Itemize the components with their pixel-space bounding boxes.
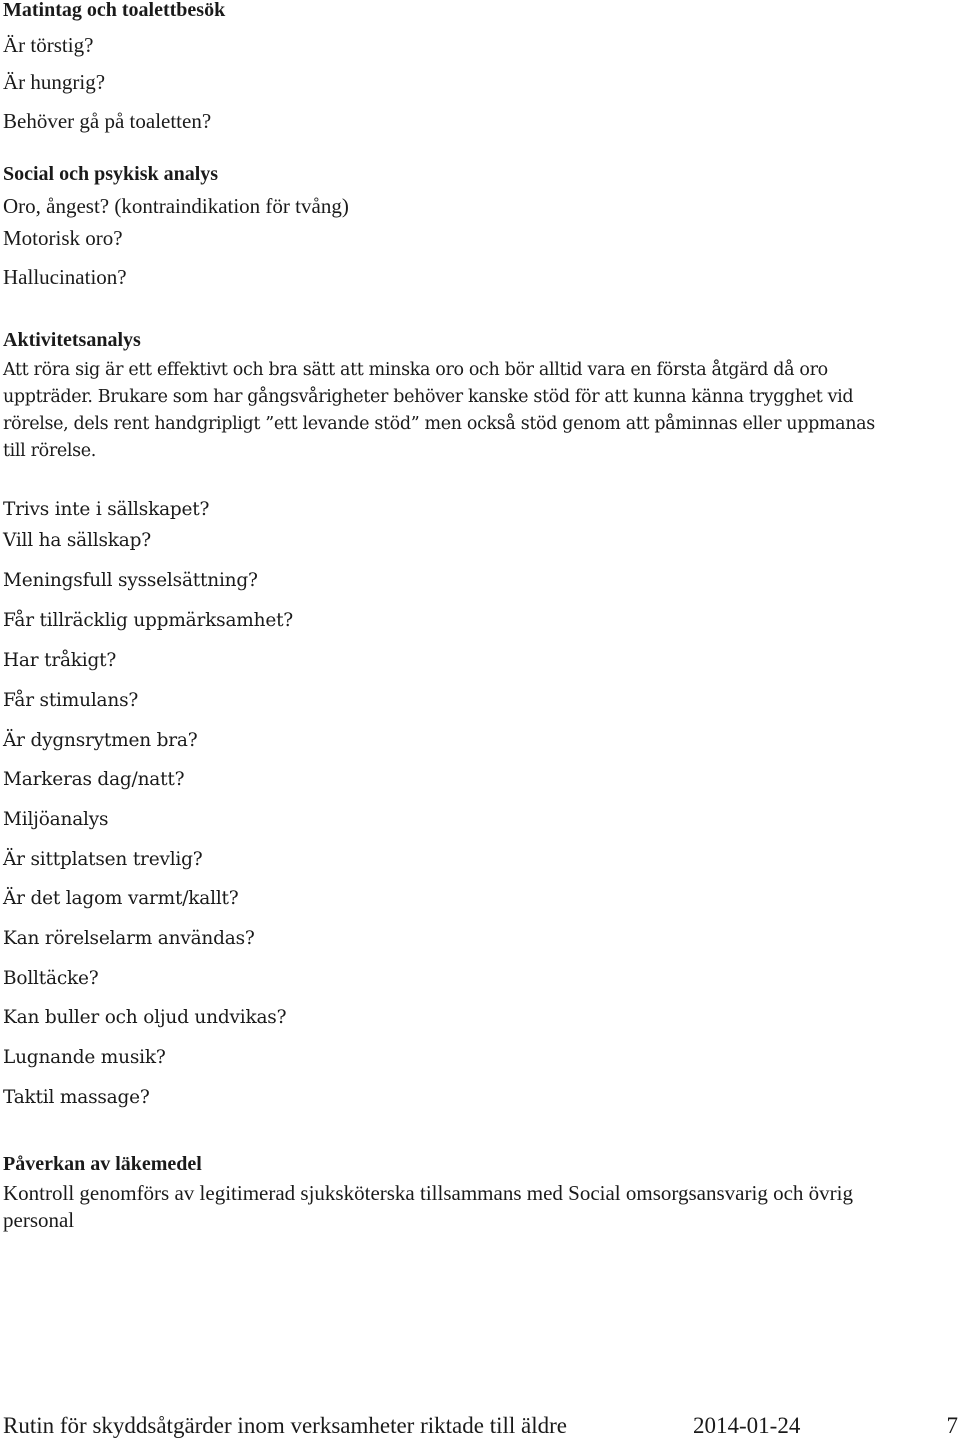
page-number: 7 [946, 1413, 958, 1438]
paragraph-line: personal [3, 1208, 75, 1232]
footer-title: Rutin för skyddsåtgärder inom verksamheter riktade till äldre [3, 1413, 567, 1438]
question-day-night: Markeras dag/natt? [3, 769, 185, 790]
question-bored: Har tråkigt? [3, 650, 117, 671]
question-ball-blanket: Bolltäcke? [3, 968, 99, 989]
paragraph-line: Att röra sig är ett effektivt och bra sätt att minska oro och bör alltid vara en första åtgärd då oro [3, 360, 828, 380]
section-heading-social: Social och psykisk analys [3, 163, 219, 185]
question-temperature: Är det lagom varmt/kallt? [3, 888, 239, 909]
question-motor-restlessness: Motorisk oro? [3, 226, 123, 250]
question-motion-alarm: Kan rörelselarm användas? [3, 928, 255, 949]
question-noise: Kan buller och oljud undvikas? [3, 1007, 287, 1028]
question-seating: Är sittplatsen trevlig? [3, 849, 203, 870]
question-tactile-massage: Taktil massage? [3, 1087, 150, 1108]
page-footer [3, 1411, 958, 1441]
footer-date: 2014-01-24 [693, 1413, 801, 1438]
section-heading-environment: Miljöanalys [3, 809, 109, 830]
paragraph-line: uppträder. Brukare som har gångsvårigheter behöver kanske stöd för att kunna känna trygghet vid [3, 387, 854, 407]
question-enough-attention: Får tillräcklig uppmärksamhet? [3, 610, 294, 631]
question-toilet: Behöver gå på toaletten? [3, 109, 212, 133]
question-hungry: Är hungrig? [3, 70, 106, 94]
question-calming-music: Lugnande musik? [3, 1047, 166, 1068]
section-heading-meals: Matintag och toalettbesök [3, 0, 226, 21]
question-stimulation: Får stimulans? [3, 690, 139, 711]
paragraph-line: till rörelse. [3, 441, 96, 461]
question-hallucination: Hallucination? [3, 265, 127, 289]
question-thirsty: Är törstig? [3, 33, 94, 57]
question-dislikes-company: Trivs inte i sällskapet? [3, 499, 210, 520]
paragraph-line: Kontroll genomförs av legitimerad sjuksköterska tillsammans med Social omsorgsansvarig och övrig [3, 1181, 853, 1205]
question-wants-company: Vill ha sällskap? [3, 530, 151, 551]
question-meaningful-occupation: Meningsfull sysselsättning? [3, 570, 258, 591]
question-circadian-rhythm: Är dygnsrytmen bra? [3, 730, 198, 751]
paragraph-line: rörelse, dels rent handgripligt ”ett levande stöd” men också stöd genom att påminnas eller uppmanas [3, 414, 875, 434]
section-heading-activity: Aktivitetsanalys [3, 329, 141, 351]
section-heading-medication: Påverkan av läkemedel [3, 1153, 202, 1175]
question-anxiety: Oro, ångest? (kontraindikation för tvång) [3, 194, 349, 218]
